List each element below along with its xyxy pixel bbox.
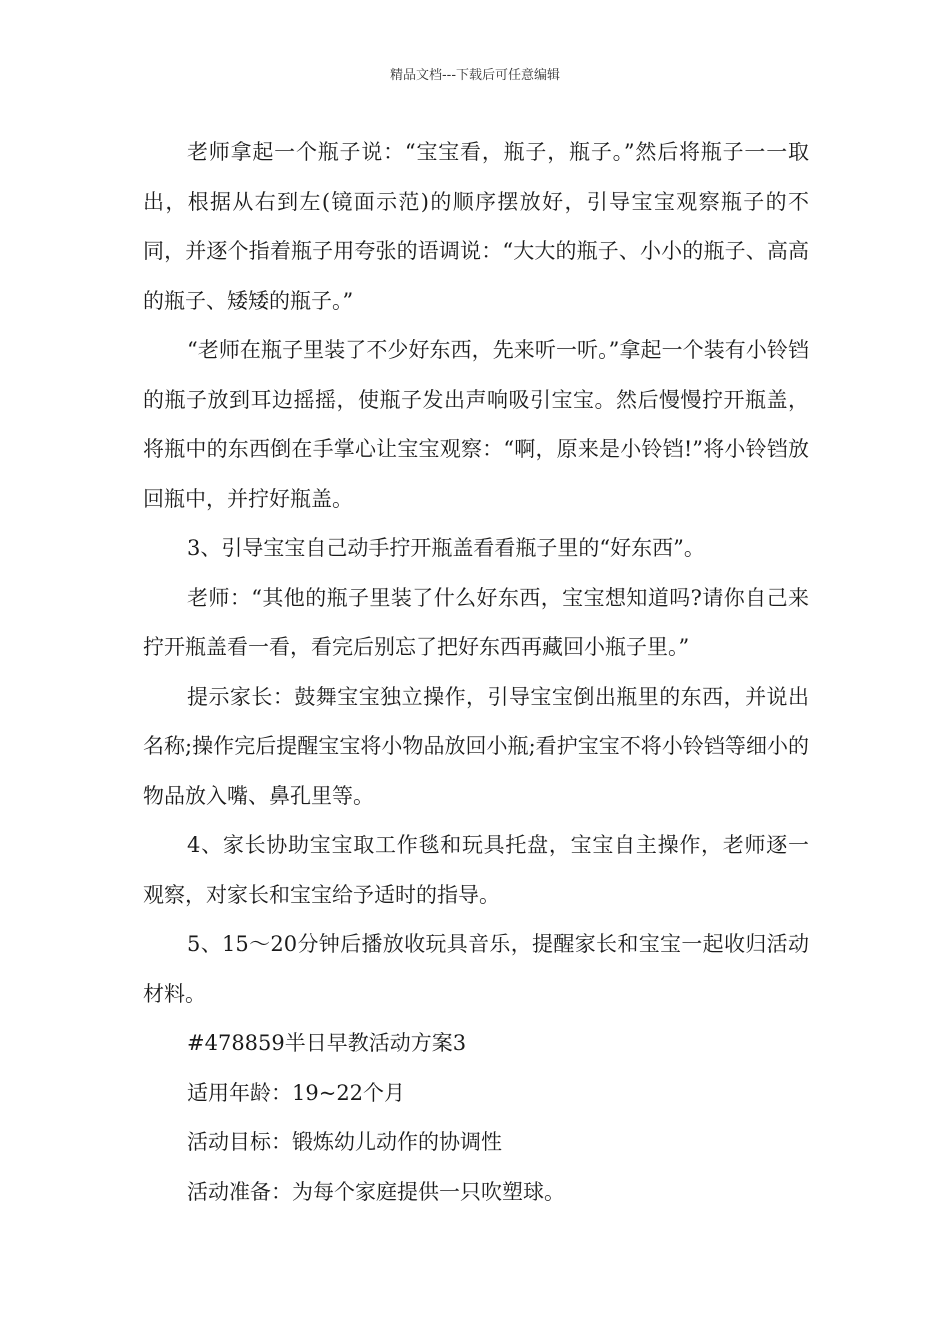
plan-preparation: 活动准备：为每个家庭提供一只吹塑球。 (187, 1179, 565, 1204)
document-body (143, 128, 809, 1217)
paragraph-teacher-prompt: 老师：“其他的瓶子里装了什么好东西，宝宝想知道吗?请你自己来拧开瓶盖看一看，看完后别忘了把好东西再藏回小瓶子里。” (143, 585, 809, 659)
paragraph-step-5: 5、15～20分钟后播放收玩具音乐，提醒家长和宝宝一起收归活动材料。 (143, 932, 809, 1006)
paragraph-step-4: 4、家长协助宝宝取工作毯和玩具托盘，宝宝自主操作，老师逐一观察，对家长和宝宝给予适时的指导。 (143, 833, 809, 907)
paragraph-bottles-intro: 老师拿起一个瓶子说：“宝宝看，瓶子，瓶子。”然后将瓶子一一取出，根据从右到左(镜面示范)的顺序摆放好，引导宝宝观察瓶子的不同，并逐个指着瓶子用夸张的语调说：“大大的瓶子、小小的瓶子、高高的瓶子、矮矮的瓶子。” (143, 140, 809, 313)
plan-age: 适用年龄：19~22个月 (187, 1080, 406, 1105)
paragraph-step-3: 3、引导宝宝自己动手拧开瓶盖看看瓶子里的“好东西”。 (187, 536, 705, 560)
plan-title: #478859半日早教活动方案3 (187, 1031, 467, 1055)
paragraph-bell-demo: “老师在瓶子里装了不少好东西，先来听一听。”拿起一个装有小铃铛的瓶子放到耳边摇摇，使瓶子发出声响吸引宝宝。然后慢慢拧开瓶盖，将瓶中的东西倒在手掌心让宝宝观察：“啊，原来是小铃铛!”将小铃铛放回瓶中，并拧好瓶盖。 (143, 338, 809, 511)
plan-goal: 活动目标：锻炼幼儿动作的协调性 (187, 1130, 502, 1154)
page-header: 精品文档---下载后可任意编辑 (389, 68, 561, 83)
paragraph-parent-tips: 提示家长：鼓舞宝宝独立操作，引导宝宝倒出瓶里的东西，并说出名称;操作完后提醒宝宝将小物品放回小瓶;看护宝宝不将小铃铛等细小的物品放入嘴、鼻孔里等。 (143, 684, 809, 808)
